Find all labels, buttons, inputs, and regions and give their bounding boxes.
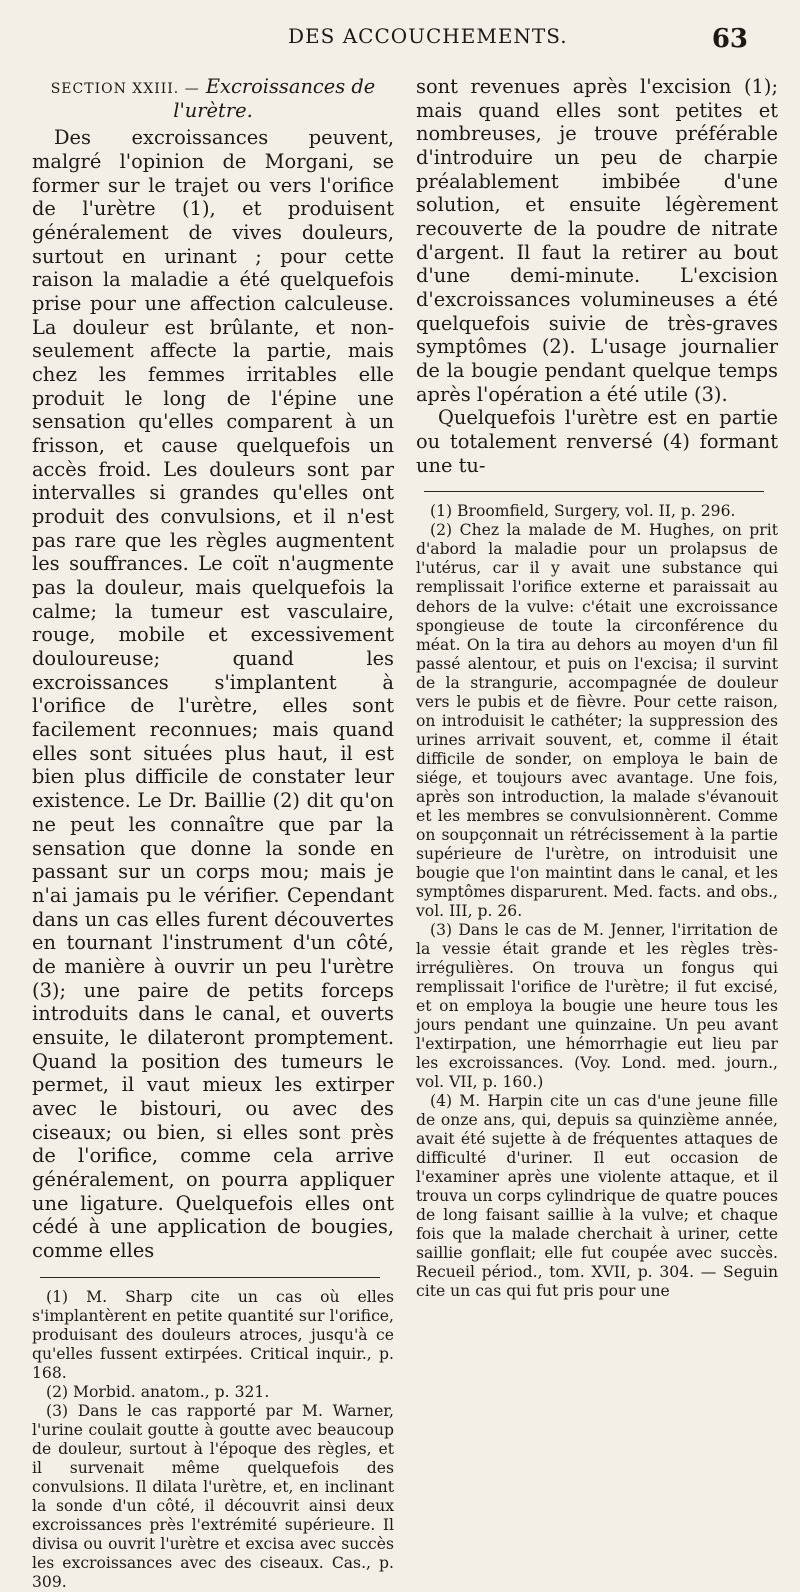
page-number: 63 [711,24,748,54]
footnote: (1) Broomfield, Surgery, vol. II, p. 296. [430,502,736,521]
running-title: DES ACCOUCHEMENTS. [288,24,568,48]
footnotes [416,502,778,1301]
footnote: (3) Dans le cas de M. Jenner, l'irritation de la vessie était grande et les règles très-irrégulières. On trouva un fongus qui remplissait l'orifice de l'urètre; il fut excisé, et on employa la bougie une heure tous les jours pendant une quinzaine. Un peu avant l'extirpation, une hémorrhagie eut lieu par les excroissances. (Voy. Lond. med. journ., vol. VII, p. 160.) [416,920,778,1091]
footnotes [32,1288,394,1592]
footnote: (1) M. Sharp cite un cas où elles s'implantèrent en petite quantité sur l'orifice, produisant des douleurs atroces, jusqu'à ce qu'elles fussent extirpées. Critical inquir., p. 168. [32,1287,394,1382]
right-column [416,75,778,1301]
body-paragraph: sont revenues après l'excision (1); mais quand elles sont petites et nombreuses, je trouve préférable d'introduire un peu de charpie préalablement imbibée d'une solution, et ensuite légèrement recouverte de la poudre de nitrate d'argent. Il faut la retirer au bout d'une demi-minute. L'excision d'excroissances volumineuses a été quelquefois suivie de très-graves symptômes (2). L'usage journalier de la bougie pendant quelque temps après l'opération a été utile (3). [416,75,778,406]
footnote: (2) Chez la malade de M. Hughes, on prit d'abord la maladie pour un prolapsus de l'utérus, car il y avait une substance qui remplissait l'orifice externe et paraissait au dehors de la vulve: c'était une excroissance spongieuse de toute la circonférence du méat. On la tira au dehors au moyen d'un fil passé alentour, et puis on l'excisa; il survint de la strangurie, accompagnée de douleur vers le pubis et de fièvre. Pour cette raison, on introduisit le cathéter; la suppression des urines arrivait souvent, et, comme il était difficile de sonder, on employa le bain de siége, et toujours avec avantage. Une fois, après son introduction, la malade s'évanouit et les membres se convulsionnèrent. Comme on soupçonnait un rétrécissement à la partie supérieure de l'urètre, on introduisit une bougie que l'on maintint dans le canal, et les symptômes disparurent. Med. facts. and obs., vol. III, p. 26. [416,521,778,920]
left-column [32,75,394,1592]
section-title: Excroissances de l'urètre. [173,75,376,122]
footnote-divider [40,1277,380,1278]
section-label: SECTION XXIII. — [50,81,200,97]
body-paragraph: Des excroissances peuvent, malgré l'opinion de Morgani, se former sur le trajet ou vers l'orifice de l'urètre (1), et produisent généralement de vives douleurs, surtout en urinant ; pour cette raison la maladie a été quelquefois prise pour une affection calculeuse. La douleur est brûlante, et non-seulement affecte la partie, mais chez les femmes irritables elle produit le long de l'épine une sensation qu'elles comparent à un frisson, et cause quelquefois un accès froid. Les douleurs sont par intervalles si grandes qu'elles ont produit des convulsions, et il n'est pas rare que les règles augmentent les souffrances. Le coït n'augmente pas la douleur, mais quelquefois la calme; la tumeur est vasculaire, rouge, mobile et excessivement douloureuse; quand les excroissances s'implantent à l'orifice de l'urètre, elles sont facilement reconnues; mais quand elles sont situées plus haut, il est bien plus difficile de constater leur existence. Le Dr. Baillie (2) dit qu'on ne peut les connaître que par la sensation que donne la sonde en passant sur un corps mou; mais je n'ai jamais pu le vérifier. Cependant dans un cas elles furent découvertes en tournant l'instrument d'un côté, de manière à ouvrir un peu l'urètre (3); une paire de petits forceps introduits dans le canal, et ouverts ensuite, le dilateront promptement. Quand la position des tumeurs le permet, il vaut mieux les extirper avec le bistouri, ou avec des ciseaux; ou bien, si elles sont près de l'orifice, comme cela arrive généralement, on pourra appliquer une ligature. Quelquefois elles ont cédé à une application de bougies, comme elles [32,126,394,1262]
section-heading [32,75,394,122]
footnote-divider [424,491,764,492]
footnote: (4) M. Harpin cite un cas d'une jeune fille de onze ans, qui, depuis sa quinzième année, avait été sujette à de fréquentes attaques de difficulté d'uriner. Il eut occasion de l'examiner après une violente attaque, et il trouva un corps cylindrique de quatre pouces de long faisant saillie à la vulve; et chaque fois que la malade cherchait à uriner, cette saillie gonflait; elle fut coupée avec succès. Recueil périod., tom. XVII, p. 304. — Seguin cite un cas qui fut pris pour une [416,1091,778,1301]
footnote: (3) Dans le cas rapporté par M. Warner, l'urine coulait goutte à goutte avec beaucoup de douleur, surtout à l'époque des règles, et il survenait même quelquefois des convulsions. Il dilata l'urètre, et, en inclinant la sonde d'un côté, il découvrit ainsi deux excroissances près l'extrémité supérieure. Il divisa ou ouvrit l'urètre et excisa avec succès les excroissances avec des ciseaux. Cas., p. 309. [32,1401,394,1591]
page-header [0,24,800,64]
body-paragraph: Quelquefois l'urètre est en partie ou totalement renversé (4) formant une tu- [416,406,778,477]
footnote: (2) Morbid. anatom., p. 321. [46,1382,270,1401]
